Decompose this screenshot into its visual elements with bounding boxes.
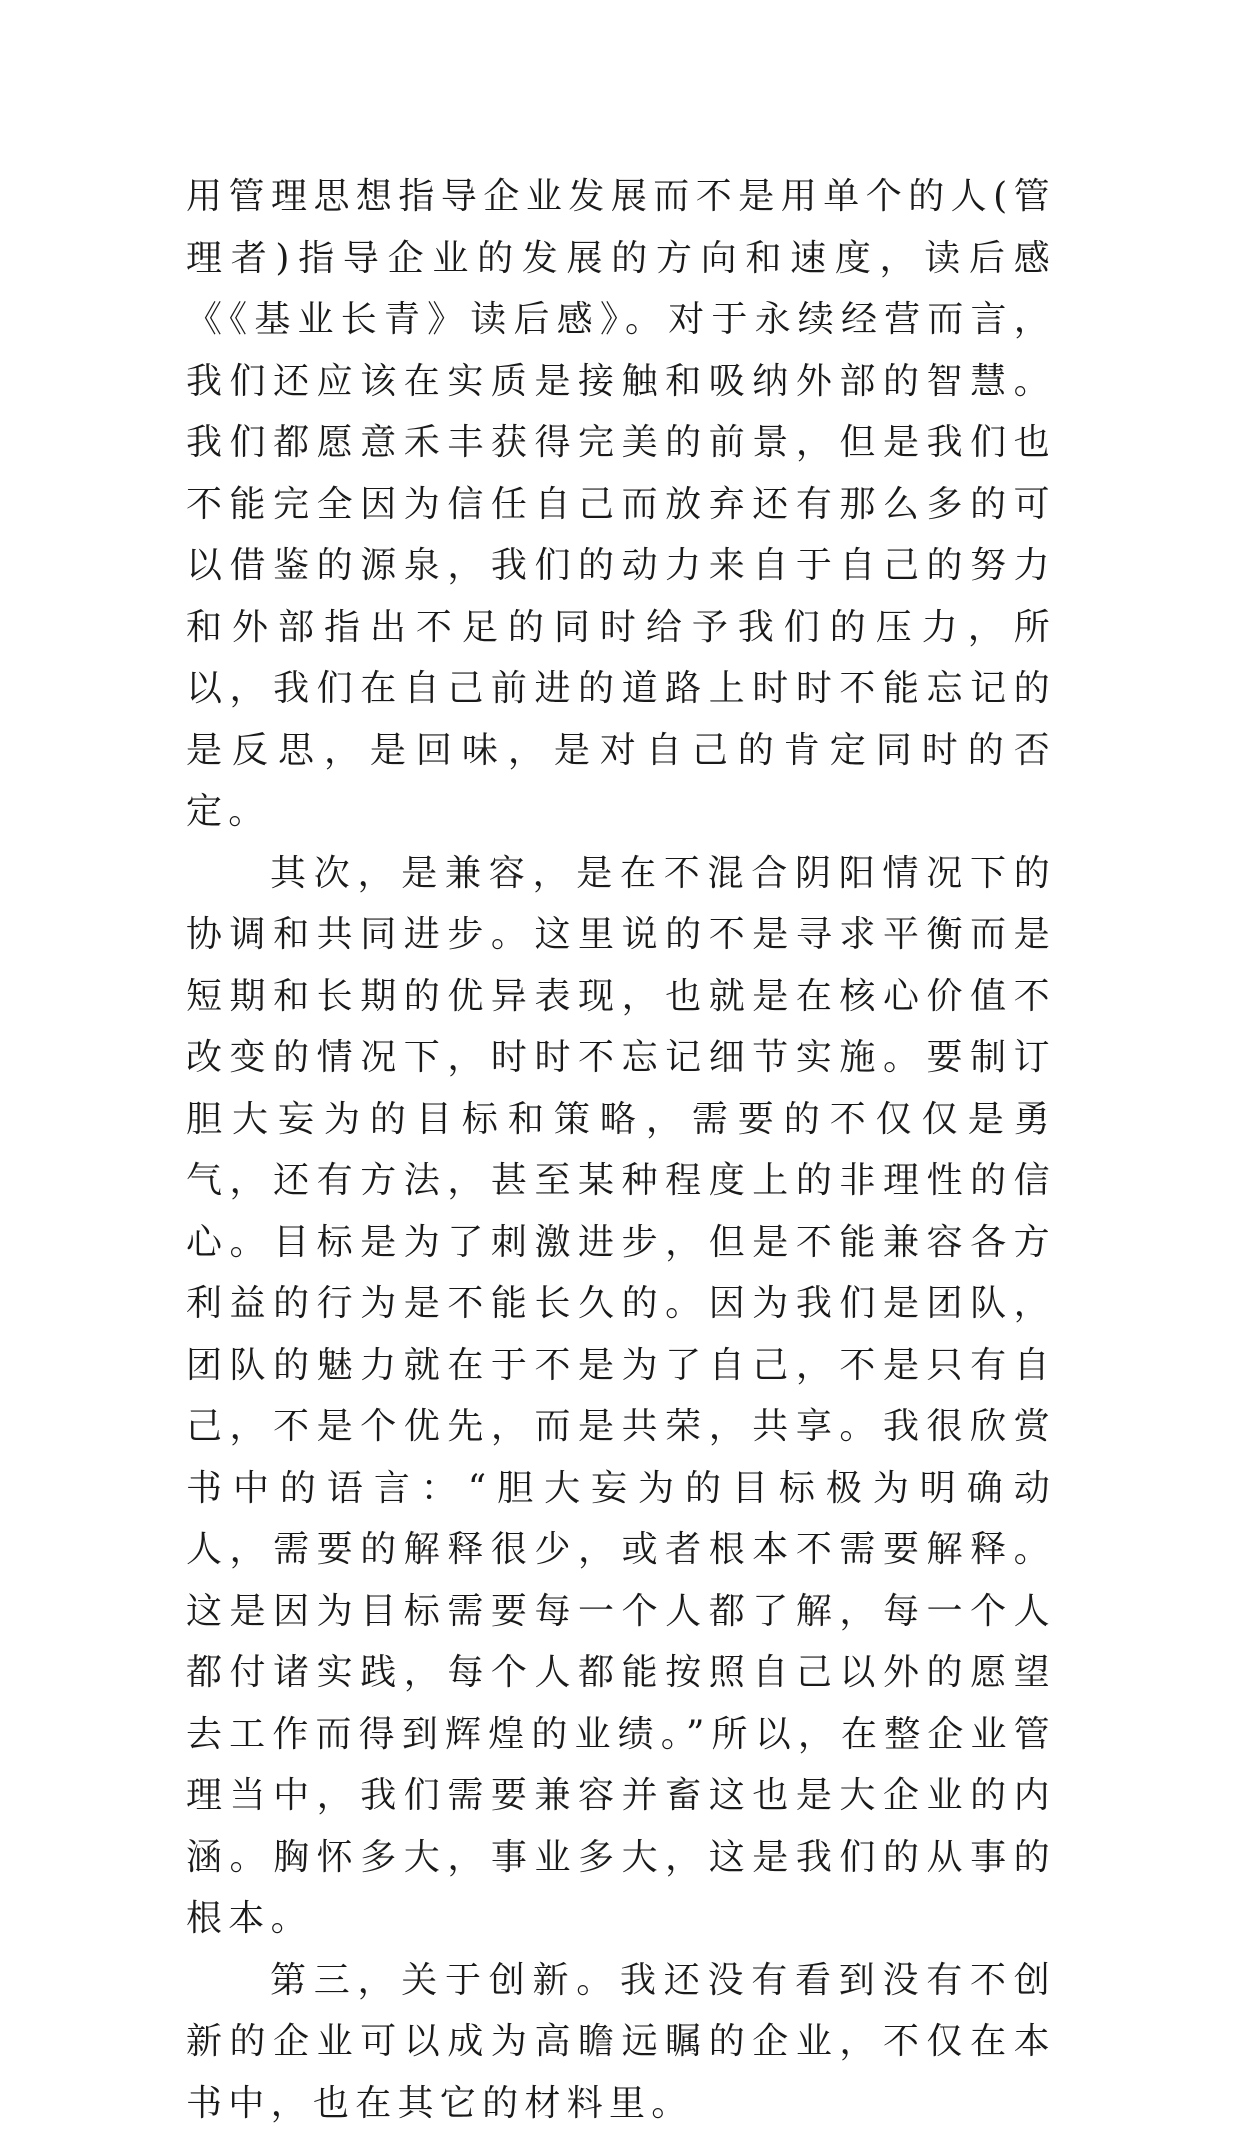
paragraph-2: 其次，是兼容，是在不混合阴阳情况下的协调和共同进步。这里说的不是寻求平衡而是短期和长期的优异表现，也就是在核心价值不改变的情况下，时时不忘记细节实施。要制订胆大妄为的目标和策略，需要的不仅仅是勇气，还有方法，甚至某种程度上的非理性的信心。目标是为了刺激进步，但是不能兼容各方利益的行为是不能长久的。因为我们是团队，团队的魅力就在于不是为了自己，不是只有自己，不是个优先，而是共荣，共享。我很欣赏书中的语言：“胆大妄为的目标极为明确动人，需要的解释很少，或者根本不需要解释。这是因为目标需要每一个人都了解，每一个人都付诸实践，每个人都能按照自己以外的愿望去工作而得到辉煌的业绩。”所以，在整企业管理当中，我们需要兼容并畜这也是大企业的内涵。胸怀多大，事业多大，这是我们的从事的根本。 xyxy=(186,843,1056,1950)
paragraph-1: 用管理思想指导企业发展而不是用单个的人(管理者)指导企业的发展的方向和速度，读后感《《基业长青》读后感》。对于永续经营而言，我们还应该在实质是接触和吸纳外部的智慧。我们都愿意禾丰获得完美的前景，但是我们也不能完全因为信任自己而放弃还有那么多的可以借鉴的源泉，我们的动力来自于自己的努力和外部指出不足的同时给予我们的压力，所以，我们在自己前进的道路上时时不能忘记的是反思，是回味，是对自己的肯定同时的否定。 xyxy=(186,166,1056,843)
document-body xyxy=(186,166,1056,2134)
paragraph-3: 第三，关于创新。我还没有看到没有不创新的企业可以成为高瞻远瞩的企业，不仅在本书中，也在其它的材料里。 xyxy=(186,1950,1056,2134)
